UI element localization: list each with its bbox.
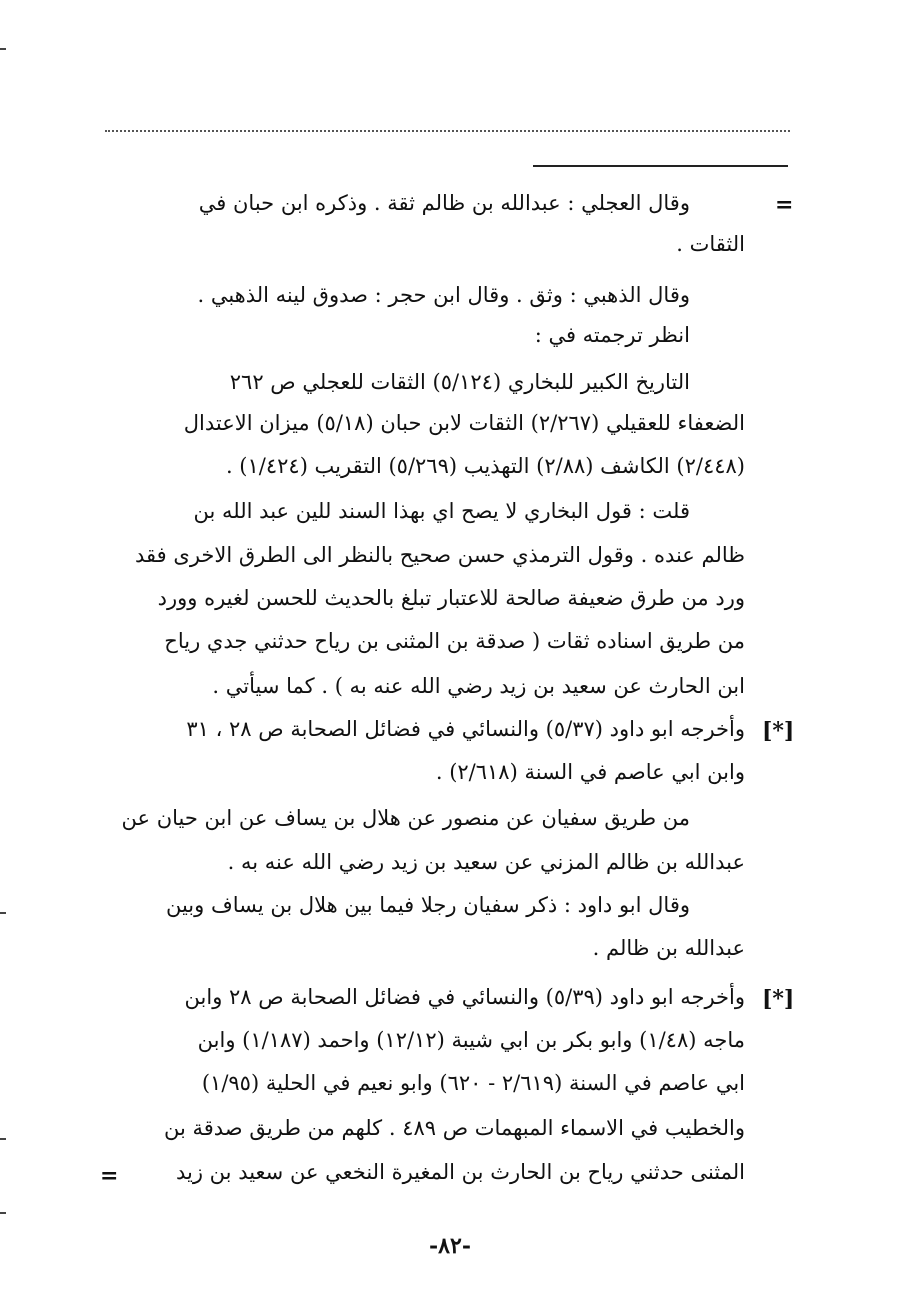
footnote-star-marker: [*] — [762, 718, 795, 744]
footnote-line: وأخرجه ابو داود (٥/٣٧) والنسائي في فضائل الصحابة ص ٢٨ ، ٣١ — [186, 717, 745, 741]
continuation-mark: = — [775, 192, 794, 218]
margin-tick — [0, 48, 6, 50]
margin-tick — [0, 1138, 6, 1140]
footnote-line: ابي عاصم في السنة (٢/٦١٩ - ٦٢٠) وابو نعيم في الحلية (١/٩٥) — [201, 1071, 745, 1095]
footnote-separator-rule — [533, 165, 788, 167]
footnote-line: التاريخ الكبير للبخاري (٥/١٢٤) الثقات للعجلي ص ٢٦٢ — [229, 370, 690, 394]
footnote-line: انظر ترجمته في : — [534, 323, 690, 347]
end-continuation-mark: = — [100, 1163, 119, 1189]
footnote-line: الضعفاء للعقيلي (٢/٢٦٧) الثقات لابن حبان (٥/١٨) ميزان الاعتدال — [183, 411, 745, 435]
header-dotted-rule — [105, 130, 790, 132]
footnote-line: وأخرجه ابو داود (٥/٣٩) والنسائي في فضائل الصحابة ص ٢٨ وابن — [184, 985, 745, 1009]
margin-tick — [0, 1212, 6, 1214]
footnote-line: وقال ابو داود : ذكر سفيان رجلا فيما بين هلال بن يساف وبين — [165, 893, 690, 917]
footnote-line: من طريق سفيان عن منصور عن هلال بن يساف عن ابن حيان عن — [121, 806, 690, 830]
footnote-line: عبدالله بن ظالم المزني عن سعيد بن زيد رضي الله عنه به . — [227, 850, 745, 874]
footnote-line: عبدالله بن ظالم . — [592, 936, 745, 960]
footnote-line: وقال الذهبي : وثق . وقال ابن حجر : صدوق لينه الذهبي . — [197, 283, 690, 307]
margin-tick — [0, 912, 6, 914]
footnote-line: ابن الحارث عن سعيد بن زيد رضي الله عنه به ) . كما سيأتي . — [212, 674, 745, 698]
page-number: -٨٢- — [429, 1233, 471, 1259]
footnote-star-marker: [*] — [762, 986, 795, 1012]
footnote-line: وابن ابي عاصم في السنة (٢/٦١٨) . — [435, 760, 745, 784]
footnote-line: الثقات . — [676, 232, 745, 256]
footnote-line: من طريق اسناده ثقات ( صدقة بن المثنى بن رياح حدثني جدي رياح — [164, 629, 745, 653]
footnote-line: ماجه (١/٤٨) وابو بكر بن ابي شيبة (١٢/١٢) واحمد (١/١٨٧) وابن — [197, 1028, 745, 1052]
footnote-line: ورد من طرق ضعيفة صالحة للاعتبار تبلغ بالحديث للحسن لغيره وورد — [157, 586, 745, 610]
footnote-line: المثنى حدثني رياح بن الحارث بن المغيرة النخعي عن سعيد بن زيد — [176, 1160, 745, 1184]
footnote-line: والخطيب في الاسماء المبهمات ص ٤٨٩ . كلهم من طريق صدقة بن — [163, 1116, 745, 1140]
footnote-line: ظالم عنده . وقول الترمذي حسن صحيح بالنظر الى الطرق الاخرى فقد — [135, 543, 745, 567]
footnote-line: وقال العجلي : عبدالله بن ظالم ثقة . وذكره ابن حبان في — [198, 191, 690, 215]
footnote-line: (٢/٤٤٨) الكاشف (٢/٨٨) التهذيب (٥/٢٦٩) التقريب (١/٤٢٤) . — [225, 454, 745, 478]
footnote-line: قلت : قول البخاري لا يصح اي بهذا السند للين عبد الله بن — [193, 499, 690, 523]
